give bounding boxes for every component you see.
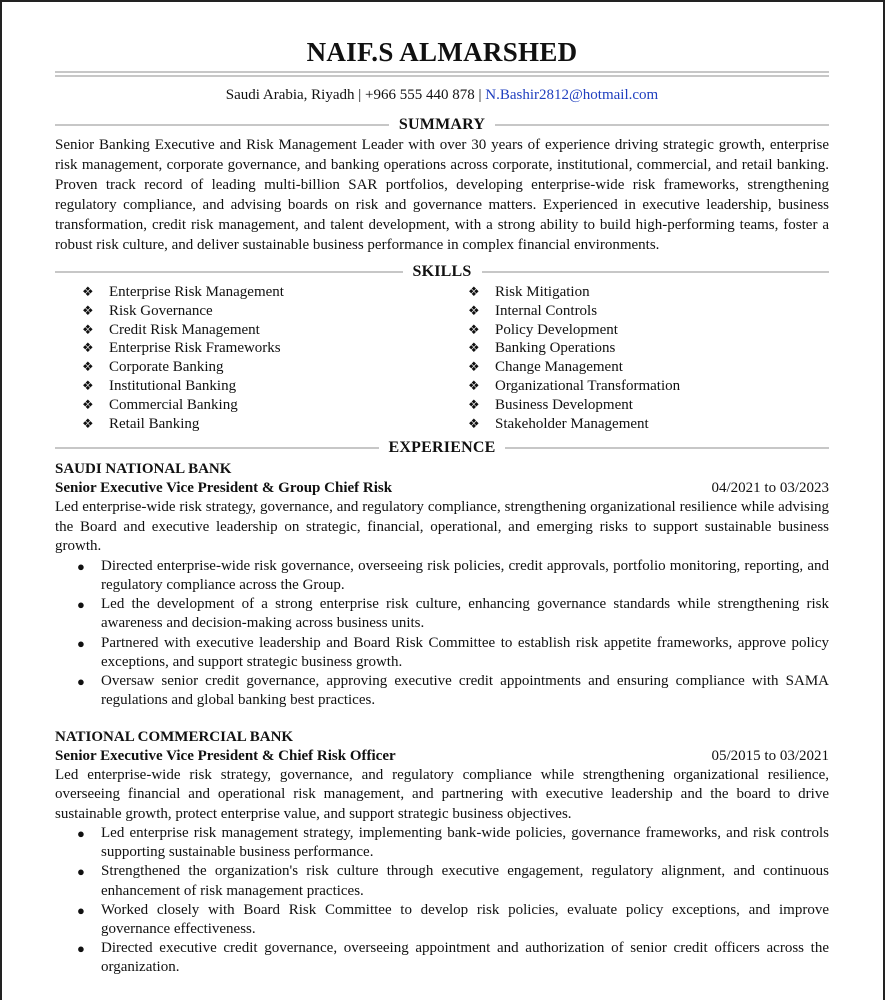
diamond-bullet-icon: ❖ [468,302,480,318]
bullet-text: Directed enterprise-wide risk governance, overseeing risk policies, credit approvals, portfolio monitoring, reporting, and regulatory compliance across the Group. [101,557,829,594]
divider-line [495,124,829,126]
experience-title: EXPERIENCE [388,439,496,457]
job-description: Led enterprise-wide risk strategy, governance, and regulatory compliance, strengthening organizational resilience while advising the Board and executive leadership on strategic, financial, operational, and emerging risks to support sustainable business growth. [55,499,829,555]
job-entry [55,728,829,978]
skill-item [82,321,468,340]
role-row [55,479,829,498]
skill-label: Stakeholder Management [495,415,649,432]
diamond-bullet-icon: ❖ [82,415,94,431]
bullet-item [55,901,829,939]
skill-label: Retail Banking [109,415,200,432]
diamond-bullet-icon: ❖ [82,340,94,356]
diamond-bullet-icon: ❖ [468,284,480,299]
diamond-bullet-icon: ❖ [468,415,480,431]
skills-title: SKILLS [412,263,472,280]
skill-item [82,396,468,415]
bullet-dot-icon: ● [77,635,85,651]
skill-item [468,396,680,415]
divider-line [55,124,389,126]
skill-item [468,339,680,358]
job-entry [55,460,829,710]
resume-page [55,2,829,978]
skill-item [82,283,468,302]
company-name: SAUDI NATIONAL BANK [55,461,232,478]
skill-item [82,358,468,377]
skill-item [82,302,468,321]
email-link[interactable]: N.Bashir2812@hotmail.com [485,87,659,103]
bullet-item [55,595,829,633]
job-title: Senior Executive Vice President & Chief Risk Officer [55,747,396,764]
skill-item [468,302,680,321]
bullet-text: Oversaw senior credit governance, approving executive credit appointments and ensuring compliance with SAMA regulations and global banking best practices. [101,673,829,709]
divider-line [505,447,829,449]
skill-label: Credit Risk Management [109,321,260,338]
bullet-item [55,824,829,862]
skills-list [55,283,829,433]
bullet-item [55,557,829,595]
divider-line [55,447,379,449]
bullet-item [55,862,829,900]
skill-item [468,283,680,302]
bullet-dot-icon: ● [77,674,85,690]
name-divider [55,71,829,79]
skills-column-right [468,283,680,433]
bullet-dot-icon: ● [77,864,85,880]
job-dates: 05/2015 to 03/2021 [711,747,829,764]
diamond-bullet-icon: ❖ [468,359,480,375]
candidate-name: NAIF.S ALMARSHED [306,37,578,67]
skill-item [468,377,680,396]
contact-line [55,86,829,104]
summary-title: SUMMARY [398,116,486,133]
skill-label: Internal Controls [495,302,598,319]
job-bullets [55,557,829,711]
skill-label: Organizational Transformation [495,377,681,394]
skill-label: Change Management [495,359,623,376]
skill-item [82,377,468,396]
skill-label: Banking Operations [495,340,616,357]
bullet-text: Led the development of a strong enterprise risk culture, enhancing governance standards while strengthening risk awareness and decision-making across business units. [101,596,829,632]
summary-header [55,115,829,135]
job-title: Senior Executive Vice President & Group Chief Risk [55,480,393,497]
skill-label: Risk Governance [109,302,213,319]
skill-item [82,339,468,358]
divider-line [482,271,830,273]
bullet-text: Strengthened the organization's risk culture through executive engagement, regulatory alignment, and continuous enhancement of risk management practices. [101,863,829,899]
diamond-bullet-icon: ❖ [82,396,94,412]
skill-label: Business Development [495,396,633,413]
job-bullets [55,824,829,978]
diamond-bullet-icon: ❖ [82,359,94,375]
summary-text: Senior Banking Executive and Risk Management Leader with over 30 years of experience driving strategic growth, enterprise risk management, corporate governance, and banking operations across corporate, institutional, commercial, and retail banking. Proven track record of leading multi-billion SAR portfolios, developing enterprise-wide risk frameworks, strengthening regulatory compliance, and advising boards on risk and governance matters. Experienced in executive leadership, business transformation, credit risk management, and talent development, with a strong ability to build high-performing teams, foster a robust risk culture, and deliver sustainable business performance in complex financial environments. [55,137,829,253]
diamond-bullet-icon: ❖ [468,396,480,412]
skill-item [82,415,468,434]
bullet-dot-icon: ● [77,597,85,613]
contact-location-phone: Saudi Arabia, Riyadh | +966 555 440 878 | [225,87,486,103]
bullet-text: Worked closely with Board Risk Committee to develop risk policies, evaluate policy exceptions, and improve governance effectiveness. [101,901,829,938]
bullet-item [55,672,829,710]
experience-header [55,438,829,458]
diamond-bullet-icon: ❖ [82,321,94,337]
bullet-text: Partnered with executive leadership and Board Risk Committee to establish risk appetite frameworks, approve policy exceptions, and support strategic business growth. [101,634,829,670]
diamond-bullet-icon: ❖ [82,302,94,318]
job-description: Led enterprise-wide risk strategy, governance, and regulatory compliance while strengthening organizational resilience, overseeing financial and operational risk management, and partnering with executive leadership and the board to drive sustainable growth, protect enterprise value, and support strategic business objectives. [55,766,829,822]
diamond-bullet-icon: ❖ [82,377,94,393]
role-row [55,747,829,766]
skill-label: Corporate Banking [109,359,224,376]
skill-label: Risk Mitigation [495,284,590,300]
skill-label: Enterprise Risk Frameworks [109,340,281,357]
job-dates: 04/2021 to 03/2023 [711,480,829,497]
diamond-bullet-icon: ❖ [468,321,480,337]
bullet-item [55,939,829,977]
diamond-bullet-icon: ❖ [82,284,94,299]
skill-item [468,358,680,377]
bullet-dot-icon: ● [77,941,85,957]
skills-column-left [82,283,468,433]
bullet-text: Directed executive credit governance, overseeing appointment and authorization of senior credit officers across the organization. [101,940,829,976]
skill-item [468,415,680,434]
bullet-dot-icon: ● [77,902,85,918]
skill-label: Commercial Banking [109,396,238,413]
skill-item [468,321,680,340]
diamond-bullet-icon: ❖ [468,340,480,356]
bullet-item [55,634,829,672]
diamond-bullet-icon: ❖ [468,377,480,393]
skills-header [55,262,829,282]
company-name: NATIONAL COMMERCIAL BANK [55,728,294,745]
bullet-dot-icon: ● [77,558,85,574]
skill-label: Policy Development [495,321,618,338]
skill-label: Institutional Banking [109,377,237,394]
bullet-dot-icon: ● [77,826,85,841]
divider-line [55,271,403,273]
bullet-text: Led enterprise risk management strategy, implementing bank-wide policies, governance frameworks, and risk controls supporting sustainable business performance. [101,825,829,861]
skill-label: Enterprise Risk Management [109,284,284,300]
